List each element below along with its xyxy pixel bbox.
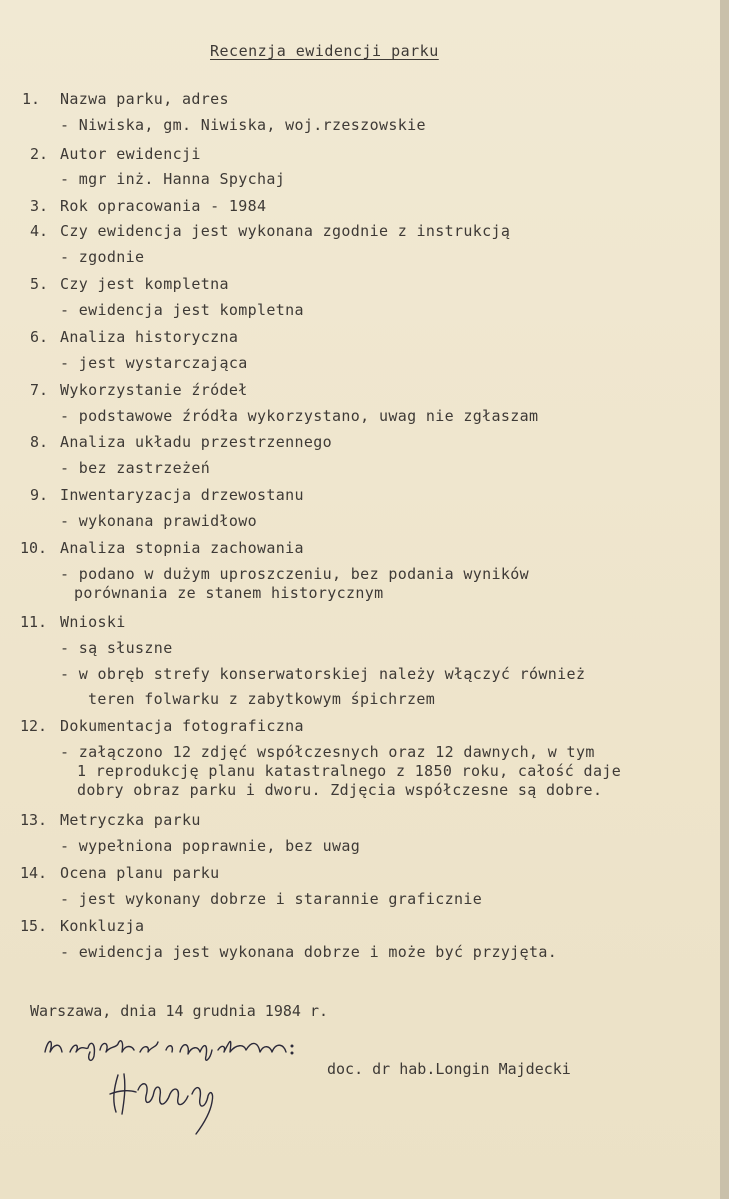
item-heading: Konkluzja bbox=[60, 917, 145, 935]
item-heading: Analiza stopnia zachowania bbox=[60, 539, 304, 557]
item-heading: Inwentaryzacja drzewostanu bbox=[60, 486, 304, 504]
item-answer: - podstawowe źródła wykorzystano, uwag nie zgłaszam bbox=[60, 407, 539, 425]
item-answer: porównania ze stanem historycznym bbox=[74, 584, 384, 602]
item-answer: - wypełniona poprawnie, bez uwag bbox=[60, 837, 361, 855]
document-title: Recenzja ewidencji parku bbox=[210, 42, 439, 60]
handwritten-certification bbox=[40, 1030, 320, 1144]
item-answer: - wykonana prawidłowo bbox=[60, 512, 257, 530]
item-heading: Ocena planu parku bbox=[60, 864, 220, 882]
item-heading: Analiza układu przestrzennego bbox=[60, 433, 333, 451]
item-answer: 1 reprodukcję planu katastralnego z 1850 roku, całość daje bbox=[77, 762, 622, 780]
item-answer: dobry obraz parku i dworu. Zdjęcia współczesne są dobre. bbox=[77, 781, 603, 799]
item-heading: Czy jest kompletna bbox=[60, 275, 229, 293]
item-number: 11. bbox=[20, 613, 48, 631]
item-answer: teren folwarku z zabytkowym śpichrzem bbox=[88, 690, 436, 708]
item-answer: - ewidencja jest kompletna bbox=[60, 301, 304, 319]
item-number: 14. bbox=[20, 864, 48, 882]
item-number: 5. bbox=[30, 275, 49, 293]
item-heading: Metryczka parku bbox=[60, 811, 201, 829]
item-answer: - są słuszne bbox=[60, 639, 173, 657]
item-number: 3. bbox=[30, 197, 49, 215]
item-answer: - ewidencja jest wykonana dobrze i może być przyjęta. bbox=[60, 943, 558, 961]
item-heading: Czy ewidencja jest wykonana zgodnie z instrukcją bbox=[60, 222, 511, 240]
item-heading: Autor ewidencji bbox=[60, 145, 201, 163]
item-answer: - podano w dużym uproszczeniu, bez podania wyników bbox=[60, 565, 530, 583]
item-number: 10. bbox=[20, 539, 48, 557]
item-number: 6. bbox=[30, 328, 49, 346]
item-heading: Nazwa parku, adres bbox=[60, 90, 229, 108]
item-answer: - w obręb strefy konserwatorskiej należy włączyć również bbox=[60, 665, 586, 683]
item-number: 8. bbox=[30, 433, 49, 451]
place-and-date: Warszawa, dnia 14 grudnia 1984 r. bbox=[30, 1002, 329, 1020]
item-number: 9. bbox=[30, 486, 49, 504]
handwritten-note-and-signature-image bbox=[40, 1030, 320, 1140]
item-number: 7. bbox=[30, 381, 49, 399]
item-number: 15. bbox=[20, 917, 48, 935]
item-number: 12. bbox=[20, 717, 48, 735]
item-heading: Wykorzystanie źródeł bbox=[60, 381, 248, 399]
item-answer: - zgodnie bbox=[60, 248, 145, 266]
item-answer: - jest wykonany dobrze i starannie graficznie bbox=[60, 890, 483, 908]
item-number: 13. bbox=[20, 811, 48, 829]
item-answer: - bez zastrzeżeń bbox=[60, 459, 211, 477]
item-answer: - mgr inż. Hanna Spychaj bbox=[60, 170, 286, 188]
item-heading: Dokumentacja fotograficzna bbox=[60, 717, 304, 735]
signatory-name: doc. dr hab.Longin Majdecki bbox=[327, 1060, 571, 1078]
item-answer: - załączono 12 zdjęć współczesnych oraz 12 dawnych, w tym bbox=[60, 743, 595, 761]
item-heading: Rok opracowania - 1984 bbox=[60, 197, 267, 215]
item-number: 1. bbox=[22, 90, 41, 108]
item-answer: - jest wystarczająca bbox=[60, 354, 248, 372]
page-edge bbox=[720, 0, 729, 1199]
item-number: 4. bbox=[30, 222, 49, 240]
item-number: 2. bbox=[30, 145, 49, 163]
item-heading: Analiza historyczna bbox=[60, 328, 239, 346]
item-heading: Wnioski bbox=[60, 613, 126, 631]
item-answer: - Niwiska, gm. Niwiska, woj.rzeszowskie bbox=[60, 116, 426, 134]
